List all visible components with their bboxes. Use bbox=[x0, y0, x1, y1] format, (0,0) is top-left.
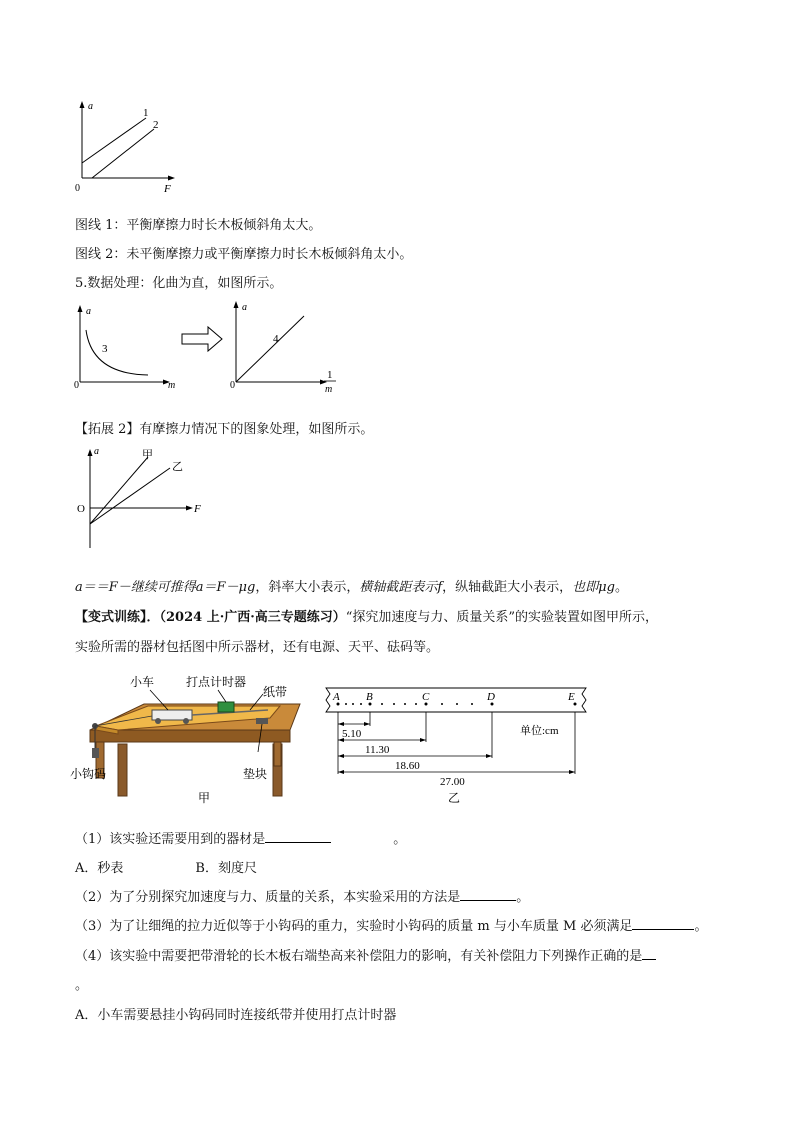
graph-a-f-lines bbox=[70, 96, 190, 196]
graph-linearization bbox=[70, 296, 360, 396]
answer-blank[interactable] bbox=[632, 917, 694, 930]
distance-ad: 18.60 bbox=[395, 760, 420, 772]
question-1 bbox=[75, 828, 406, 847]
unit-label: 单位:cm bbox=[520, 725, 559, 737]
car-label: 小车 bbox=[130, 675, 155, 689]
apparatus-figure bbox=[68, 668, 313, 808]
question-end: 。 bbox=[516, 890, 530, 905]
block-label: 垫块 bbox=[243, 767, 268, 781]
formula-part: ，斜率大小表示， bbox=[255, 580, 360, 595]
line-1-label: 1 bbox=[143, 107, 149, 119]
y-axis-label: a bbox=[94, 446, 99, 457]
question-4 bbox=[75, 945, 656, 964]
origin-label: 0 bbox=[230, 380, 235, 391]
formula-part: 。 bbox=[614, 580, 628, 595]
y-axis-label: a bbox=[88, 101, 93, 112]
formula-part: a＝ bbox=[75, 580, 96, 595]
point-a: A bbox=[333, 691, 340, 703]
question-2 bbox=[75, 886, 529, 905]
line1-description: 图线 1：平衡摩擦力时长木板倾斜角太大。 bbox=[75, 218, 322, 233]
question-4-end: 。 bbox=[75, 978, 89, 993]
question-3-text: （3）为了让细绳的拉力近似等于小钩码的重力，实验时小钩码的质量 m 与小车质量 M 必须满足 bbox=[75, 919, 633, 934]
question-end: 。 bbox=[694, 919, 708, 934]
y-axis-label: a bbox=[86, 306, 91, 317]
formula-part: ，纵轴截距大小表示， bbox=[442, 580, 573, 595]
figure-caption: 乙 bbox=[448, 791, 461, 805]
graph-friction bbox=[74, 440, 214, 552]
line2-description: 图线 2：未平衡摩擦力或平衡摩擦力时长木板倾斜角太小。 bbox=[75, 247, 413, 262]
exercise-intro bbox=[75, 606, 658, 625]
option-a[interactable]: A．秒表 bbox=[75, 861, 124, 876]
line-2-label: 2 bbox=[153, 119, 159, 131]
x-axis-label: F bbox=[164, 183, 171, 195]
x-axis-label: F bbox=[194, 503, 201, 515]
distance-ab: 5.10 bbox=[342, 728, 362, 740]
point-e: E bbox=[568, 691, 575, 703]
figure-caption: 甲 bbox=[198, 791, 211, 805]
formula-part: 横轴截距表示f bbox=[359, 580, 443, 595]
answer-blank[interactable] bbox=[642, 947, 656, 960]
point-c: C bbox=[422, 691, 430, 703]
timer-label: 打点计时器 bbox=[186, 675, 247, 689]
origin-label: 0 bbox=[75, 183, 80, 194]
step5-heading: 5.数据处理：化曲为直，如图所示。 bbox=[75, 276, 283, 291]
question-4-text: （4）该实验中需要把带滑轮的长木板右端垫高来补偿阻力的影响，有关补偿阻力下列操作正确的是 bbox=[75, 949, 643, 964]
point-d: D bbox=[487, 691, 495, 703]
line-yi-label: 乙 bbox=[172, 461, 183, 473]
extension-2-heading: 【拓展 2】有摩擦力情况下的图象处理，如图所示。 bbox=[75, 422, 374, 437]
line-jia-label: 甲 bbox=[142, 449, 153, 461]
exercise-intro-2: 实验所需的器材包括图中所示器材，还有电源、天平、砝码等。 bbox=[75, 640, 440, 655]
exercise-tag: 【变式训练】．（2024 上·广西·高三专题练习） bbox=[75, 610, 346, 625]
y-axis-label: a bbox=[242, 302, 247, 313]
question-2-text: （2）为了分别探究加速度与力、质量的关系，本实验采用的方法是 bbox=[75, 890, 461, 905]
x-axis-denominator: m bbox=[325, 384, 333, 395]
question-4-option-a[interactable]: A．小车需要悬挂小钩码同时连接纸带并使用打点计时器 bbox=[75, 1008, 397, 1023]
formula-part: 也即μg bbox=[572, 580, 615, 595]
x-axis-numerator: 1 bbox=[327, 369, 333, 381]
curve-3-label: 3 bbox=[102, 343, 108, 355]
formula-line bbox=[75, 576, 628, 595]
line-4-label: 4 bbox=[273, 333, 279, 345]
weight-label: 小钩码 bbox=[70, 767, 107, 781]
question-3 bbox=[75, 915, 707, 934]
exercise-text: “探究加速度与力、质量关系”的实验装置如图甲所示， bbox=[345, 610, 659, 625]
question-1-text: （1）该实验还需要用到的器材是 bbox=[75, 832, 266, 847]
point-b: B bbox=[366, 691, 373, 703]
tape-figure bbox=[320, 680, 590, 805]
option-b[interactable]: B．刻度尺 bbox=[195, 861, 257, 876]
question-1-options bbox=[75, 857, 257, 876]
formula-part: ＝F－继续可推得a＝F－μg bbox=[95, 580, 256, 595]
question-end: 。 bbox=[393, 832, 407, 847]
answer-blank[interactable] bbox=[265, 830, 331, 843]
distance-ac: 11.30 bbox=[365, 744, 390, 756]
distance-ae: 27.00 bbox=[440, 776, 465, 788]
tape-label: 纸带 bbox=[263, 685, 288, 699]
x-axis-label: m bbox=[168, 380, 176, 391]
origin-label: O bbox=[77, 503, 85, 515]
origin-label: 0 bbox=[74, 380, 79, 391]
answer-blank[interactable] bbox=[460, 888, 516, 901]
